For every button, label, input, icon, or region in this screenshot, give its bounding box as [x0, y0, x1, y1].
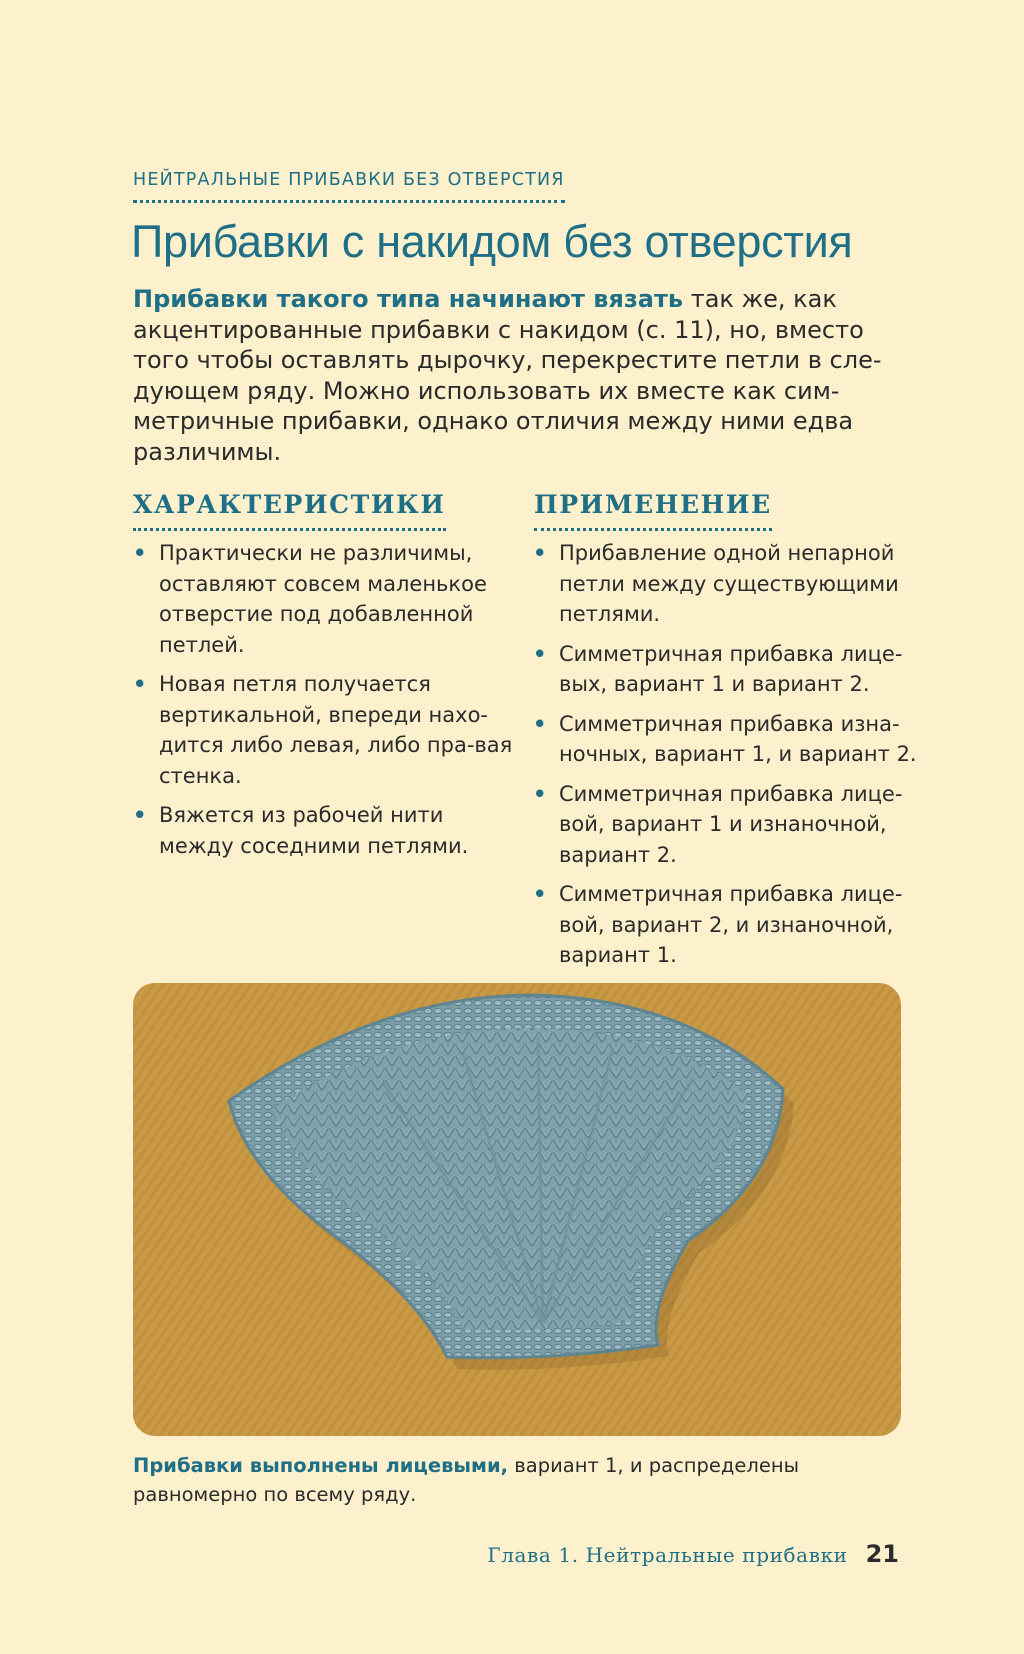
list-item: • Практически не различимы, оставляют совсем маленькое отверстие под добавленной петлей. [133, 538, 513, 660]
bullet-icon: • [533, 882, 547, 906]
caption-text: вариант 1, и распределены равномерно по всему ряду. [133, 1454, 799, 1506]
list-item: • Симметричная прибавка лице-вых, вариант 1 и вариант 2. [533, 639, 943, 700]
page-title: Прибавки с накидом без отверстия [131, 216, 853, 267]
caption-lead: Прибавки выполнены лицевыми, [133, 1454, 509, 1477]
application-list [533, 538, 943, 980]
page-footer [487, 1540, 899, 1568]
bullet-icon: • [533, 781, 547, 806]
chapter-title: Глава 1. Нейтральные прибавки [487, 1543, 848, 1567]
characteristics-heading: ХАРАКТЕРИСТИКИ [133, 490, 446, 531]
bullet-icon: • [133, 541, 147, 565]
knitted-swatch-illustration [133, 983, 901, 1436]
intro-text: так же, как акцентированные прибавки с накидом (с. 11), но, вместо того чтобы оставлять дырочку, перекрестите петли в сле-дующем ряду. Можно использовать их вместе как сим-метричные прибавки, однако отличия между ними едва различимы. [133, 285, 882, 466]
characteristics-list [133, 538, 513, 870]
application-heading: ПРИМЕНЕНИЕ [534, 490, 772, 531]
bullet-icon: • [533, 641, 547, 666]
page-number: 21 [865, 1540, 899, 1568]
bullet-icon: • [533, 541, 547, 565]
photo-caption [133, 1451, 893, 1509]
bullet-icon: • [133, 803, 147, 827]
intro-paragraph [133, 284, 893, 467]
list-item: • Симметричная прибавка лице-вой, вариант 1 и изнаночной, вариант 2. [533, 779, 943, 871]
bullet-icon: • [133, 672, 147, 696]
list-item: • Новая петля получается вертикальной, впереди нахо-дится либо левая, либо пра-вая стенка. [133, 669, 513, 791]
bullet-icon: • [533, 711, 547, 736]
list-item: • Симметричная прибавка лице-вой, вариант 2, и изнаночной, вариант 1. [533, 879, 943, 971]
section-label: НЕЙТРАЛЬНЫЕ ПРИБАВКИ БЕЗ ОТВЕРСТИЯ [133, 170, 565, 203]
list-item: • Симметричная прибавка изна-ночных, вариант 1, и вариант 2. [533, 709, 943, 770]
intro-lead: Прибавки такого типа начинают вязать [133, 285, 684, 313]
swatch-photo [133, 983, 901, 1436]
list-item: • Прибавление одной непарной петли между существующими петлями. [533, 538, 943, 630]
list-item: • Вяжется из рабочей нити между соседними петлями. [133, 800, 513, 861]
